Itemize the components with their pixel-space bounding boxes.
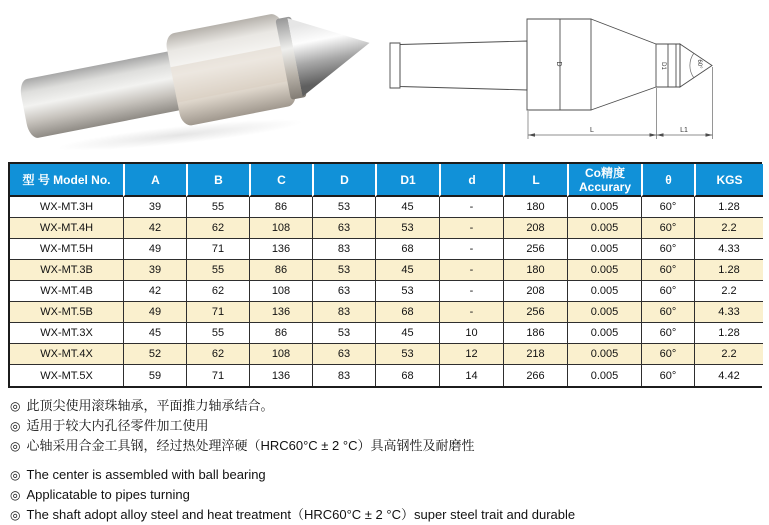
table-cell: WX-MT.4X [10, 344, 123, 365]
table-cell: 53 [312, 323, 375, 344]
table-cell: - [439, 239, 503, 260]
note-line [10, 485, 769, 505]
table-cell: 71 [186, 365, 249, 386]
spec-table-body [10, 197, 763, 386]
table-cell: 60° [641, 239, 694, 260]
photo-cone-tip [287, 4, 377, 97]
table-cell: 60° [641, 302, 694, 323]
table-cell: 256 [503, 239, 567, 260]
table-cell: 0.005 [567, 239, 641, 260]
table-cell: 55 [186, 260, 249, 281]
table-cell: 0.005 [567, 197, 641, 218]
table-cell: 136 [249, 239, 312, 260]
table-cell: 2.2 [694, 344, 763, 365]
table-cell: 86 [249, 197, 312, 218]
bullseye-bullet-icon: ◎ [10, 399, 21, 413]
table-cell: 68 [375, 365, 439, 386]
accuracy-label-en: Accurary [578, 179, 632, 194]
column-header-a: A [123, 164, 186, 197]
note-text: Applicatable to pipes turning [26, 487, 190, 502]
table-row [10, 302, 763, 323]
column-header-d-upper: D [312, 164, 375, 197]
table-row [10, 218, 763, 239]
note-line [10, 505, 769, 525]
table-cell: - [439, 197, 503, 218]
table-cell: WX-MT.5X [10, 365, 123, 386]
table-cell: 0.005 [567, 260, 641, 281]
table-cell: 53 [375, 344, 439, 365]
table-cell: 55 [186, 323, 249, 344]
table-cell: 60° [641, 281, 694, 302]
table-cell: WX-MT.3B [10, 260, 123, 281]
table-cell: 83 [312, 302, 375, 323]
bullseye-bullet-icon: ◎ [10, 468, 21, 482]
table-cell: 136 [249, 302, 312, 323]
table-cell: 12 [439, 344, 503, 365]
table-cell: WX-MT.4B [10, 281, 123, 302]
table-cell: 53 [312, 260, 375, 281]
table-cell: 63 [312, 344, 375, 365]
spec-table [10, 164, 763, 386]
drawing-label-l1: L1 [680, 127, 688, 134]
table-cell: 83 [312, 239, 375, 260]
table-cell: 45 [375, 323, 439, 344]
table-cell: 53 [375, 218, 439, 239]
table-cell: 4.33 [694, 302, 763, 323]
table-cell: 10 [439, 323, 503, 344]
table-cell: WX-MT.4H [10, 218, 123, 239]
table-cell: 108 [249, 281, 312, 302]
table-cell: 60° [641, 260, 694, 281]
table-cell: 52 [123, 344, 186, 365]
table-cell: WX-MT.3H [10, 197, 123, 218]
note-line [10, 396, 769, 416]
table-cell: 2.2 [694, 218, 763, 239]
product-photo [0, 0, 380, 160]
table-cell: 136 [249, 365, 312, 386]
table-cell: 59 [123, 365, 186, 386]
column-header-l: L [503, 164, 567, 197]
table-cell: 53 [375, 281, 439, 302]
bullseye-bullet-icon: ◎ [10, 488, 21, 502]
table-cell: 62 [186, 218, 249, 239]
table-cell: 208 [503, 281, 567, 302]
table-cell: 83 [312, 365, 375, 386]
drawing-label-d1: D1 [660, 62, 666, 70]
table-cell: 108 [249, 218, 312, 239]
table-cell: 266 [503, 365, 567, 386]
table-cell: 71 [186, 302, 249, 323]
note-text: The center is assembled with ball bearing [26, 467, 266, 482]
table-row [10, 239, 763, 260]
column-header-d1: D1 [375, 164, 439, 197]
table-cell: 62 [186, 344, 249, 365]
table-cell: 14 [439, 365, 503, 386]
table-cell: 86 [249, 323, 312, 344]
table-cell: 0.005 [567, 218, 641, 239]
accuracy-label-cn: Co精度 [585, 165, 625, 180]
table-cell: 45 [123, 323, 186, 344]
table-cell: 0.005 [567, 281, 641, 302]
column-header-accuracy [567, 164, 641, 197]
table-cell: 45 [375, 260, 439, 281]
table-cell: WX-MT.5H [10, 239, 123, 260]
table-cell: 218 [503, 344, 567, 365]
table-cell: 0.005 [567, 323, 641, 344]
note-line [10, 436, 769, 456]
table-cell: 63 [312, 218, 375, 239]
table-cell: 68 [375, 239, 439, 260]
table-cell: 62 [186, 281, 249, 302]
column-header-c: C [249, 164, 312, 197]
table-cell: 49 [123, 302, 186, 323]
table-cell: 2.2 [694, 281, 763, 302]
table-cell: 180 [503, 260, 567, 281]
drawing-cone-point [680, 44, 712, 87]
table-cell: - [439, 302, 503, 323]
column-header-b: B [186, 164, 249, 197]
note-line [10, 416, 769, 436]
table-cell: - [439, 260, 503, 281]
table-row [10, 197, 763, 218]
table-row [10, 344, 763, 365]
table-cell: 1.28 [694, 260, 763, 281]
hero-section [0, 0, 769, 160]
note-text: 此顶尖使用滚珠轴承，平面推力轴承结合。 [26, 398, 274, 413]
table-cell: 208 [503, 218, 567, 239]
table-cell: 39 [123, 260, 186, 281]
note-text: 适用于较大内孔径零件加工使用 [26, 418, 209, 433]
table-row [10, 260, 763, 281]
column-header-theta: θ [641, 164, 694, 197]
table-cell: - [439, 281, 503, 302]
table-cell: 0.005 [567, 302, 641, 323]
notes-section [10, 396, 769, 525]
drawing-label-d: D [555, 61, 562, 67]
table-cell: 108 [249, 344, 312, 365]
table-cell: 55 [186, 197, 249, 218]
table-cell: 63 [312, 281, 375, 302]
column-header-d-lower: d [439, 164, 503, 197]
bullseye-bullet-icon: ◎ [10, 508, 21, 522]
photo-taper-shank [18, 50, 187, 139]
drawing-taper-shank [400, 41, 527, 90]
table-row [10, 323, 763, 344]
table-cell: 42 [123, 218, 186, 239]
bullseye-bullet-icon: ◎ [10, 419, 21, 433]
table-cell: 4.42 [694, 365, 763, 386]
table-cell: 68 [375, 302, 439, 323]
table-cell: 86 [249, 260, 312, 281]
table-cell: 39 [123, 197, 186, 218]
note-text: The shaft adopt alloy steel and heat treatment（HRC60°C ± 2 °C）super steel trait and durable [26, 507, 576, 522]
column-header-kgs: KGS [694, 164, 763, 197]
table-cell: 1.28 [694, 197, 763, 218]
table-cell: 45 [375, 197, 439, 218]
live-center-photo [24, 43, 368, 110]
table-cell: 60° [641, 344, 694, 365]
notes-chinese [10, 396, 769, 456]
drawing-label-angle: 60° [696, 59, 702, 69]
table-row [10, 365, 763, 386]
table-cell: WX-MT.5B [10, 302, 123, 323]
table-cell: 49 [123, 239, 186, 260]
table-cell: 4.33 [694, 239, 763, 260]
drawing-shank-cap [390, 43, 400, 88]
table-cell: 42 [123, 281, 186, 302]
notes-english [10, 465, 769, 525]
table-header-row [10, 164, 763, 197]
table-cell: 1.28 [694, 323, 763, 344]
drawing-label-l: L [590, 127, 594, 134]
table-cell: - [439, 218, 503, 239]
technical-drawing [380, 0, 769, 160]
table-cell: 60° [641, 218, 694, 239]
table-cell: 0.005 [567, 344, 641, 365]
spec-table-wrapper [8, 162, 762, 388]
note-line [10, 465, 769, 485]
table-cell: 60° [641, 197, 694, 218]
table-cell: 256 [503, 302, 567, 323]
table-cell: 60° [641, 323, 694, 344]
note-text: 心轴采用合金工具钢，经过热处理淬硬（HRC60°C ± 2 °C）具高钢性及耐磨性 [26, 438, 475, 453]
table-cell: 180 [503, 197, 567, 218]
table-cell: 71 [186, 239, 249, 260]
column-header-model: 型 号 Model No. [10, 164, 123, 197]
table-row [10, 281, 763, 302]
bullseye-bullet-icon: ◎ [10, 439, 21, 453]
table-cell: WX-MT.3X [10, 323, 123, 344]
table-cell: 186 [503, 323, 567, 344]
table-cell: 53 [312, 197, 375, 218]
table-cell: 0.005 [567, 365, 641, 386]
table-cell: 60° [641, 365, 694, 386]
